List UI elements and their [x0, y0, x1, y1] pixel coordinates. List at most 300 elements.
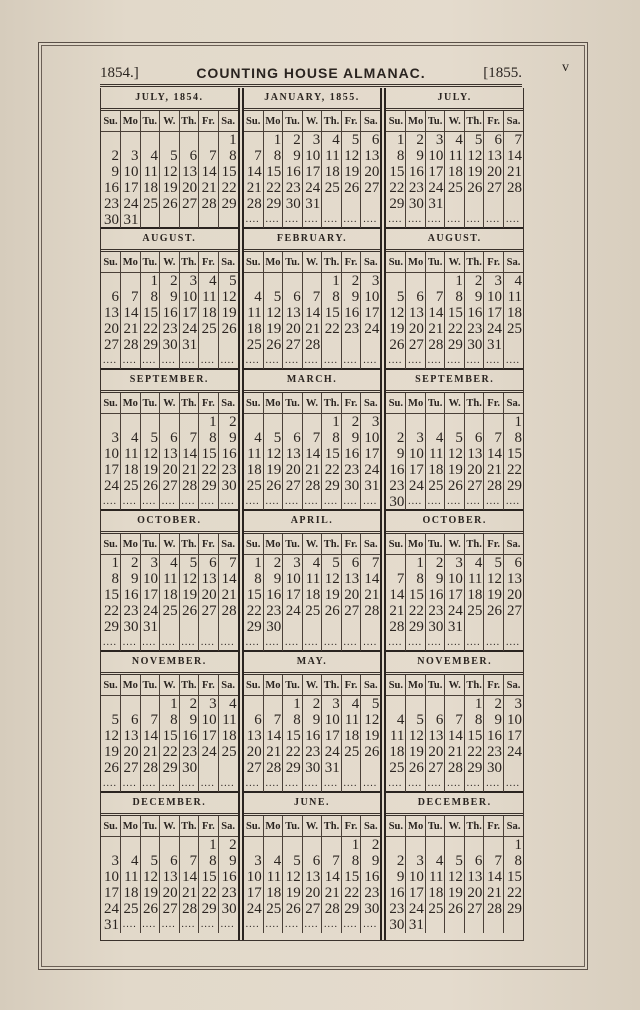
day-cell: 22: [101, 603, 121, 619]
day-cell: 8: [199, 853, 219, 869]
day-cell: 22: [406, 603, 426, 619]
day-cell: 11: [507, 289, 523, 305]
dotted-filler: ....: [363, 778, 378, 789]
day-cell: 20: [160, 885, 180, 901]
day-cell: 4: [199, 273, 219, 290]
day-cell: 2: [386, 853, 406, 869]
weekday-header: Mo: [121, 675, 141, 696]
day-cell: 6: [341, 555, 361, 572]
day-cell: 17: [507, 728, 523, 744]
day-cell: 1: [514, 414, 523, 430]
dotted-filler: ....: [386, 635, 406, 651]
dotted-filler: ....: [322, 635, 342, 651]
day-cell: 17: [101, 885, 121, 901]
week-row: [244, 164, 381, 180]
day-cell: 9: [229, 853, 237, 869]
day-cell: 21: [199, 180, 219, 196]
calendar-column: [386, 88, 523, 940]
day-cell: 8: [160, 712, 180, 728]
dotted-filler: ....: [505, 778, 520, 789]
empty-cell: [445, 917, 465, 933]
day-cell: 27: [244, 760, 264, 776]
day-cell: 7: [425, 289, 445, 305]
day-cell: 22: [386, 180, 406, 196]
week-row: [101, 853, 238, 869]
dotted-filler: ....: [425, 635, 445, 651]
header-year-left: 1854.]: [100, 64, 139, 81]
day-cell: 20: [507, 587, 523, 603]
day-cell: 4: [445, 132, 465, 149]
empty-cell: [464, 917, 484, 933]
dotted-filler: ....: [220, 778, 235, 789]
day-cell: 18: [160, 587, 180, 603]
weekday-header: Su.: [386, 393, 406, 414]
day-cell: 14: [507, 148, 523, 164]
day-cell: 31: [322, 760, 342, 776]
day-cell: 7: [179, 430, 199, 446]
day-cell: 28: [507, 180, 523, 196]
day-cell: 31: [425, 196, 445, 212]
month-table: [101, 675, 238, 792]
dotted-filler: ....: [160, 635, 180, 651]
day-cell: 25: [199, 321, 219, 337]
day-cell: 28: [140, 760, 160, 776]
day-cell: 20: [302, 885, 322, 901]
weekday-header: Tu.: [425, 675, 445, 696]
weekday-header: Th.: [179, 393, 199, 414]
week-row: [101, 414, 238, 431]
day-cell: 3: [406, 853, 426, 869]
week-row: [244, 696, 381, 713]
day-cell: 3: [302, 132, 322, 149]
day-cell: 8: [244, 571, 264, 587]
day-cell: 1: [263, 132, 283, 149]
week-row: [386, 132, 523, 149]
day-cell: 4: [425, 853, 445, 869]
day-cell: 5: [406, 712, 426, 728]
day-cell: 20: [121, 744, 141, 760]
month-title: AUGUST.: [386, 229, 523, 252]
day-cell: 17: [445, 587, 465, 603]
dotted-filler: ....: [425, 776, 445, 792]
day-cell: 16: [386, 462, 406, 478]
day-cell: 18: [263, 885, 283, 901]
day-cell: 12: [283, 869, 303, 885]
week-row: [244, 321, 381, 337]
empty-cell: [199, 212, 219, 228]
day-cell: 31: [445, 619, 465, 635]
day-cell: 11: [121, 869, 141, 885]
weekday-header: Tu.: [425, 111, 445, 132]
day-cell: 4: [386, 712, 406, 728]
month-title: JANUARY, 1855.: [244, 88, 381, 111]
day-cell: 31: [101, 917, 121, 933]
dotted-filler: ....: [140, 917, 160, 933]
day-cell: 16: [341, 446, 361, 462]
month-calendar: [101, 370, 238, 511]
day-cell: 3: [445, 555, 465, 572]
day-cell: 27: [199, 603, 219, 619]
day-cell: 15: [507, 869, 523, 885]
weekday-header: Tu.: [425, 252, 445, 273]
day-cell: 18: [445, 164, 465, 180]
day-cell: 5: [229, 273, 237, 289]
weekday-header: W.: [302, 675, 322, 696]
empty-cell: [302, 414, 322, 431]
dotted-filler: ....: [121, 635, 141, 651]
day-cell: 26: [445, 901, 465, 917]
empty-cell: [445, 837, 465, 854]
empty-cell: [140, 414, 160, 431]
day-cell: 1: [386, 132, 406, 149]
empty-cell: [503, 337, 523, 353]
day-cell: 6: [406, 289, 426, 305]
day-cell: 2: [179, 696, 199, 713]
week-row: [101, 555, 238, 572]
dotted-filler: ....: [101, 776, 121, 792]
month-table: [244, 252, 381, 369]
weekday-header: Mo: [263, 816, 283, 837]
dotted-filler: ....: [406, 635, 426, 651]
dotted-filler: ....: [199, 776, 219, 792]
dotted-filler: ....: [263, 917, 283, 933]
day-cell: 15: [283, 728, 303, 744]
week-row: [244, 555, 381, 572]
weekday-header: Fr.: [484, 393, 504, 414]
dotted-filler: ....: [140, 635, 160, 651]
empty-cell: [484, 196, 504, 212]
day-cell: 24: [101, 478, 121, 494]
dotted-filler: ....: [179, 776, 199, 792]
empty-cell: [199, 337, 219, 353]
day-cell: 22: [160, 744, 180, 760]
week-row: [244, 619, 381, 635]
day-cell: 29: [406, 619, 426, 635]
empty-cell: [140, 212, 160, 228]
day-cell: 22: [445, 321, 465, 337]
empty-cell: [503, 619, 523, 635]
week-row: [244, 869, 381, 885]
day-cell: 16: [364, 869, 380, 885]
dotted-filler: ....: [121, 917, 141, 933]
empty-cell: [445, 414, 465, 431]
day-cell: 27: [179, 196, 199, 212]
day-cell: 18: [322, 164, 342, 180]
day-cell: 5: [371, 696, 380, 712]
day-cell: 8: [514, 430, 523, 446]
day-cell: 6: [283, 289, 303, 305]
empty-cell: [218, 212, 238, 228]
day-cell: 13: [341, 571, 361, 587]
week-row: [101, 869, 238, 885]
day-cell: 27: [101, 337, 121, 353]
empty-cell: [361, 619, 381, 635]
dotted-filler: ....: [302, 212, 322, 228]
day-cell: 2: [464, 273, 484, 290]
day-cell: 18: [425, 462, 445, 478]
dotted-filler: ....: [244, 353, 264, 369]
day-cell: 17: [364, 446, 380, 462]
day-cell: 13: [406, 305, 426, 321]
month-title: DECEMBER.: [386, 793, 523, 816]
weekday-header: Th.: [322, 252, 342, 273]
day-cell: 13: [484, 148, 504, 164]
day-cell: 6: [199, 555, 219, 572]
weekday-header: Mo: [121, 393, 141, 414]
empty-cell: [445, 696, 465, 713]
day-cell: 12: [386, 305, 406, 321]
day-cell: 11: [160, 571, 180, 587]
week-row: [386, 917, 523, 933]
dotted-filler: ....: [160, 494, 180, 510]
day-cell: 18: [121, 462, 141, 478]
day-cell: 23: [221, 885, 237, 901]
day-cell: 23: [364, 885, 380, 901]
day-cell: 13: [179, 164, 199, 180]
day-cell: 16: [160, 305, 180, 321]
dotted-filler: ....: [283, 635, 303, 651]
day-cell: 9: [464, 289, 484, 305]
day-cell: 29: [322, 478, 342, 494]
day-cell: 30: [406, 196, 426, 212]
day-cell: 9: [341, 289, 361, 305]
day-cell: 1: [341, 837, 361, 854]
week-row: [101, 148, 238, 164]
day-cell: 10: [364, 289, 380, 305]
day-cell: 12: [140, 446, 160, 462]
empty-cell: [341, 337, 361, 353]
empty-cell: [121, 132, 141, 149]
day-cell: 3: [101, 430, 121, 446]
day-cell: 23: [386, 478, 406, 494]
week-row: [244, 414, 381, 431]
week-row: [101, 446, 238, 462]
weekday-header: Su.: [386, 111, 406, 132]
day-cell: 19: [464, 164, 484, 180]
weekday-header: Fr.: [484, 252, 504, 273]
dotted-filler: ....: [464, 353, 484, 369]
empty-cell: [464, 196, 484, 212]
week-row: [101, 744, 238, 760]
day-cell: 25: [322, 180, 342, 196]
week-row: [244, 212, 381, 228]
month-title: MAY.: [244, 652, 381, 675]
week-row: [101, 635, 238, 651]
day-cell: 6: [160, 853, 180, 869]
weekday-header: Th.: [179, 111, 199, 132]
week-row: [101, 462, 238, 478]
month-calendar: [386, 370, 523, 511]
empty-cell: [503, 917, 523, 933]
weekday-header: Th.: [179, 534, 199, 555]
calendar-column: [101, 88, 238, 940]
dotted-filler: ....: [220, 637, 235, 648]
day-cell: 21: [322, 885, 342, 901]
weekday-header: W.: [445, 111, 465, 132]
empty-cell: [302, 619, 322, 635]
day-cell: 1: [406, 555, 426, 572]
empty-cell: [322, 337, 342, 353]
week-row: [244, 712, 381, 728]
weekday-header: W.: [302, 111, 322, 132]
day-cell: 30: [386, 917, 406, 933]
month-title: SEPTEMBER.: [386, 370, 523, 393]
empty-cell: [218, 760, 238, 776]
dotted-filler: ....: [160, 917, 180, 933]
weekday-header: Th.: [464, 111, 484, 132]
empty-cell: [322, 837, 342, 854]
month-calendar: [244, 652, 381, 793]
weekday-header: Su.: [386, 816, 406, 837]
week-row: [386, 462, 523, 478]
dotted-filler: ....: [101, 635, 121, 651]
day-cell: 4: [302, 555, 322, 572]
day-cell: 1: [101, 555, 121, 572]
day-cell: 19: [341, 164, 361, 180]
day-cell: 17: [322, 728, 342, 744]
day-cell: 19: [283, 885, 303, 901]
day-cell: 19: [263, 462, 283, 478]
day-cell: 3: [406, 430, 426, 446]
weekday-header: Tu.: [140, 675, 160, 696]
dotted-filler: ....: [322, 776, 342, 792]
weekday-header: W.: [445, 816, 465, 837]
day-cell: 7: [199, 148, 219, 164]
weekday-header: W.: [302, 252, 322, 273]
dotted-filler: ....: [263, 635, 283, 651]
day-cell: 1: [160, 696, 180, 713]
day-cell: 8: [386, 148, 406, 164]
day-cell: 28: [221, 603, 237, 619]
day-cell: 19: [160, 180, 180, 196]
day-cell: 24: [322, 744, 342, 760]
weekday-header: Su.: [101, 111, 121, 132]
weekday-header: Su.: [101, 393, 121, 414]
dotted-filler: ....: [406, 776, 426, 792]
weekday-header: Fr.: [199, 816, 219, 837]
day-cell: 29: [101, 619, 121, 635]
day-cell: 15: [445, 305, 465, 321]
empty-cell: [121, 837, 141, 854]
week-row: [244, 901, 381, 917]
day-cell: 17: [101, 462, 121, 478]
week-row: [101, 273, 238, 290]
week-row: [386, 196, 523, 212]
day-cell: 3: [283, 555, 303, 572]
month-calendar: [101, 511, 238, 652]
week-row: [386, 289, 523, 305]
day-cell: 4: [160, 555, 180, 572]
weekday-header: Mo: [406, 393, 426, 414]
month-table: [386, 816, 523, 933]
day-cell: 3: [244, 853, 264, 869]
day-cell: 19: [221, 305, 237, 321]
empty-cell: [322, 619, 342, 635]
weekday-header: Tu.: [140, 393, 160, 414]
day-cell: 25: [140, 196, 160, 212]
weekday-header: Sa.: [218, 111, 238, 132]
day-cell: 4: [425, 430, 445, 446]
day-cell: 22: [507, 462, 523, 478]
weekday-header: Tu.: [283, 111, 303, 132]
day-cell: 7: [514, 132, 523, 148]
day-cell: 30: [221, 478, 237, 494]
calendar-grid: [100, 88, 524, 941]
day-cell: 3: [101, 853, 121, 869]
day-cell: 4: [244, 430, 264, 446]
day-cell: 3: [425, 132, 445, 149]
day-cell: 30: [121, 619, 141, 635]
empty-cell: [121, 696, 141, 713]
week-row: [386, 337, 523, 353]
weekday-header: Su.: [244, 252, 264, 273]
day-cell: 29: [283, 760, 303, 776]
day-cell: 14: [221, 571, 237, 587]
day-cell: 4: [464, 555, 484, 572]
day-cell: 14: [302, 446, 322, 462]
day-cell: 6: [302, 853, 322, 869]
dotted-filler: ....: [425, 494, 445, 510]
day-cell: 22: [263, 180, 283, 196]
day-cell: 3: [322, 696, 342, 713]
weekday-header: Mo: [263, 534, 283, 555]
day-cell: 7: [140, 712, 160, 728]
month-title: FEBRUARY.: [244, 229, 381, 252]
week-row: [244, 635, 381, 651]
day-cell: 23: [464, 321, 484, 337]
day-cell: 24: [302, 180, 322, 196]
weekday-header: Fr.: [341, 393, 361, 414]
day-cell: 24: [140, 603, 160, 619]
day-cell: 4: [322, 132, 342, 149]
day-cell: 7: [371, 555, 380, 571]
day-cell: 12: [263, 446, 283, 462]
weekday-header: Th.: [322, 393, 342, 414]
day-cell: 3: [371, 273, 380, 289]
week-row: [244, 353, 381, 369]
empty-cell: [361, 760, 381, 776]
empty-cell: [199, 132, 219, 149]
day-cell: 21: [244, 180, 264, 196]
day-cell: 27: [341, 603, 361, 619]
day-cell: 13: [244, 728, 264, 744]
week-row: [386, 273, 523, 290]
day-cell: 7: [302, 289, 322, 305]
day-cell: 6: [160, 430, 180, 446]
day-cell: 24: [179, 321, 199, 337]
day-cell: 3: [371, 414, 380, 430]
day-cell: 3: [140, 555, 160, 572]
day-cell: 18: [341, 728, 361, 744]
day-cell: 12: [445, 446, 465, 462]
day-cell: 2: [371, 837, 380, 853]
month-table: [244, 534, 381, 651]
week-row: [101, 696, 238, 713]
dotted-filler: ....: [244, 212, 264, 228]
day-cell: 9: [484, 712, 504, 728]
day-cell: 11: [222, 712, 237, 728]
weekday-header: Tu.: [283, 252, 303, 273]
dotted-filler: ....: [140, 776, 160, 792]
day-cell: 30: [341, 478, 361, 494]
week-row: [101, 132, 238, 149]
day-cell: 25: [302, 603, 322, 619]
day-cell: 11: [425, 446, 445, 462]
day-cell: 21: [302, 462, 322, 478]
day-cell: 20: [484, 164, 504, 180]
week-row: [386, 853, 523, 869]
day-cell: 30: [364, 901, 380, 917]
